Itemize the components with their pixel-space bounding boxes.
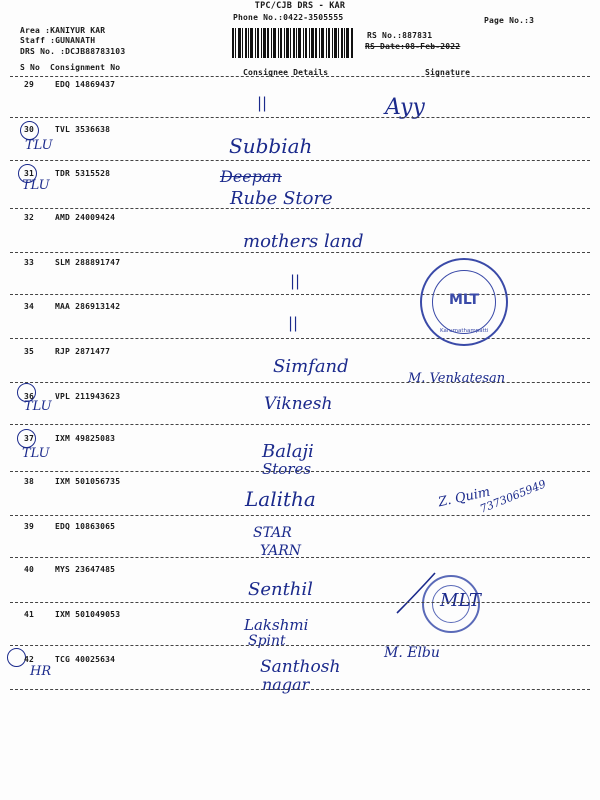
consignee-struck: Deepan bbox=[220, 167, 282, 186]
consignee-handwritten-line2: nagar bbox=[262, 675, 310, 694]
divider bbox=[10, 471, 590, 472]
column-header-consignee: Consignee Details bbox=[243, 68, 329, 77]
divider bbox=[10, 602, 590, 603]
row-sno: 31 bbox=[24, 169, 35, 178]
divider bbox=[10, 338, 590, 339]
row-sno: 29 bbox=[24, 80, 35, 89]
column-header-signature: Signature bbox=[425, 68, 471, 77]
divider bbox=[10, 252, 590, 253]
barcode bbox=[232, 28, 354, 58]
rs-number: RS No.:887831 bbox=[367, 31, 433, 40]
divider bbox=[10, 689, 590, 690]
column-header-consignment: Consignment No bbox=[50, 63, 121, 72]
signature: M. Venkatesan bbox=[408, 371, 506, 386]
consignee-handwritten: Lalitha bbox=[245, 487, 316, 511]
row-sno: 37 bbox=[24, 434, 35, 443]
signature: Ayy bbox=[385, 95, 425, 120]
page-number: Page No.:3 bbox=[484, 16, 535, 25]
consignee-handwritten: Senthil bbox=[248, 579, 313, 600]
consignee-handwritten: Lakshmi bbox=[244, 616, 309, 634]
tlu-mark: TLU bbox=[22, 178, 50, 193]
row-sno: 42 bbox=[24, 655, 35, 664]
consignee-handwritten: Rube Store bbox=[230, 188, 333, 209]
tlu-mark: TLU bbox=[22, 446, 50, 461]
stamp-center-text: MLT bbox=[448, 292, 480, 308]
consignee-handwritten: STAR bbox=[253, 525, 292, 541]
tlu-mark: TLU bbox=[24, 399, 52, 414]
divider bbox=[10, 515, 590, 516]
row-consignment: RJP 2871477 bbox=[55, 347, 111, 356]
row-sno: 38 bbox=[24, 477, 35, 486]
divider bbox=[10, 160, 590, 161]
phone-number: Phone No.:0422-3505555 bbox=[233, 13, 344, 22]
divider bbox=[10, 382, 590, 383]
row-sno: 33 bbox=[24, 258, 35, 267]
row-sno: 36 bbox=[24, 392, 35, 401]
signature-phone: 7373065949 bbox=[478, 477, 548, 516]
staff-label: Staff :GUNANATH bbox=[20, 36, 96, 45]
divider bbox=[10, 557, 590, 558]
consignee-handwritten-line2: Spint bbox=[248, 633, 286, 649]
divider bbox=[10, 117, 590, 118]
signature: Z. Quim bbox=[437, 484, 492, 511]
row-sno: 35 bbox=[24, 347, 35, 356]
row-sno: 34 bbox=[24, 302, 35, 311]
consignee-handwritten: Simfand bbox=[273, 356, 349, 377]
row-consignment: SLM 288891747 bbox=[55, 258, 121, 267]
company-seal-stamp bbox=[420, 258, 508, 346]
row-consignment: IXM 501049053 bbox=[55, 610, 121, 619]
drs-number: DRS No. :DCJB88783103 bbox=[20, 47, 126, 56]
consignee-handwritten-line2: YARN bbox=[260, 543, 302, 559]
stamp-place-text: Karumathampatti bbox=[440, 328, 489, 334]
row-sno: 40 bbox=[24, 565, 35, 574]
row-consignment: AMD 24009424 bbox=[55, 213, 116, 222]
divider bbox=[10, 424, 590, 425]
row-consignment: MYS 23647485 bbox=[55, 565, 116, 574]
consignee-handwritten: Viknesh bbox=[264, 394, 333, 414]
consignee-handwritten: || bbox=[257, 94, 268, 112]
row-consignment: TDR 5315528 bbox=[55, 169, 111, 178]
tlu-mark: TLU bbox=[25, 138, 53, 153]
stamp-initial: MLT bbox=[440, 590, 481, 611]
divider bbox=[10, 645, 590, 646]
column-header-sno: S No bbox=[20, 63, 41, 72]
rs-date: RS Date:08-Feb-2022 bbox=[365, 42, 461, 51]
consignee-handwritten: Santhosh bbox=[260, 657, 341, 677]
row-sno: 39 bbox=[24, 522, 35, 531]
consignee-handwritten: || bbox=[290, 272, 301, 290]
divider bbox=[10, 76, 590, 77]
row-consignment: IXM 501056735 bbox=[55, 477, 121, 486]
row-consignment: MAA 286913142 bbox=[55, 302, 121, 311]
row-consignment: TVL 3536638 bbox=[55, 125, 111, 134]
document-title: TPC/CJB DRS - KAR bbox=[254, 1, 346, 11]
area-label: Area :KANIYUR KAR bbox=[20, 26, 106, 35]
row-consignment: TCG 40025634 bbox=[55, 655, 116, 664]
row-consignment: VPL 211943623 bbox=[55, 392, 121, 401]
signature: M. Elbu bbox=[384, 645, 440, 661]
divider bbox=[10, 208, 590, 209]
row-consignment: EDQ 14869437 bbox=[55, 80, 116, 89]
consignee-handwritten: Balaji bbox=[262, 441, 314, 462]
row-consignment: IXM 49825083 bbox=[55, 434, 116, 443]
row-sno: 32 bbox=[24, 213, 35, 222]
consignee-handwritten: mothers land bbox=[243, 231, 364, 252]
row-consignment: EDQ 10863065 bbox=[55, 522, 116, 531]
row-sno: 30 bbox=[24, 125, 35, 134]
hr-mark: HR bbox=[30, 664, 52, 679]
consignee-handwritten-line2: Stores bbox=[262, 460, 312, 478]
row-sno: 41 bbox=[24, 610, 35, 619]
consignee-handwritten: Subbiah bbox=[229, 134, 313, 158]
consignee-handwritten: || bbox=[288, 314, 299, 332]
